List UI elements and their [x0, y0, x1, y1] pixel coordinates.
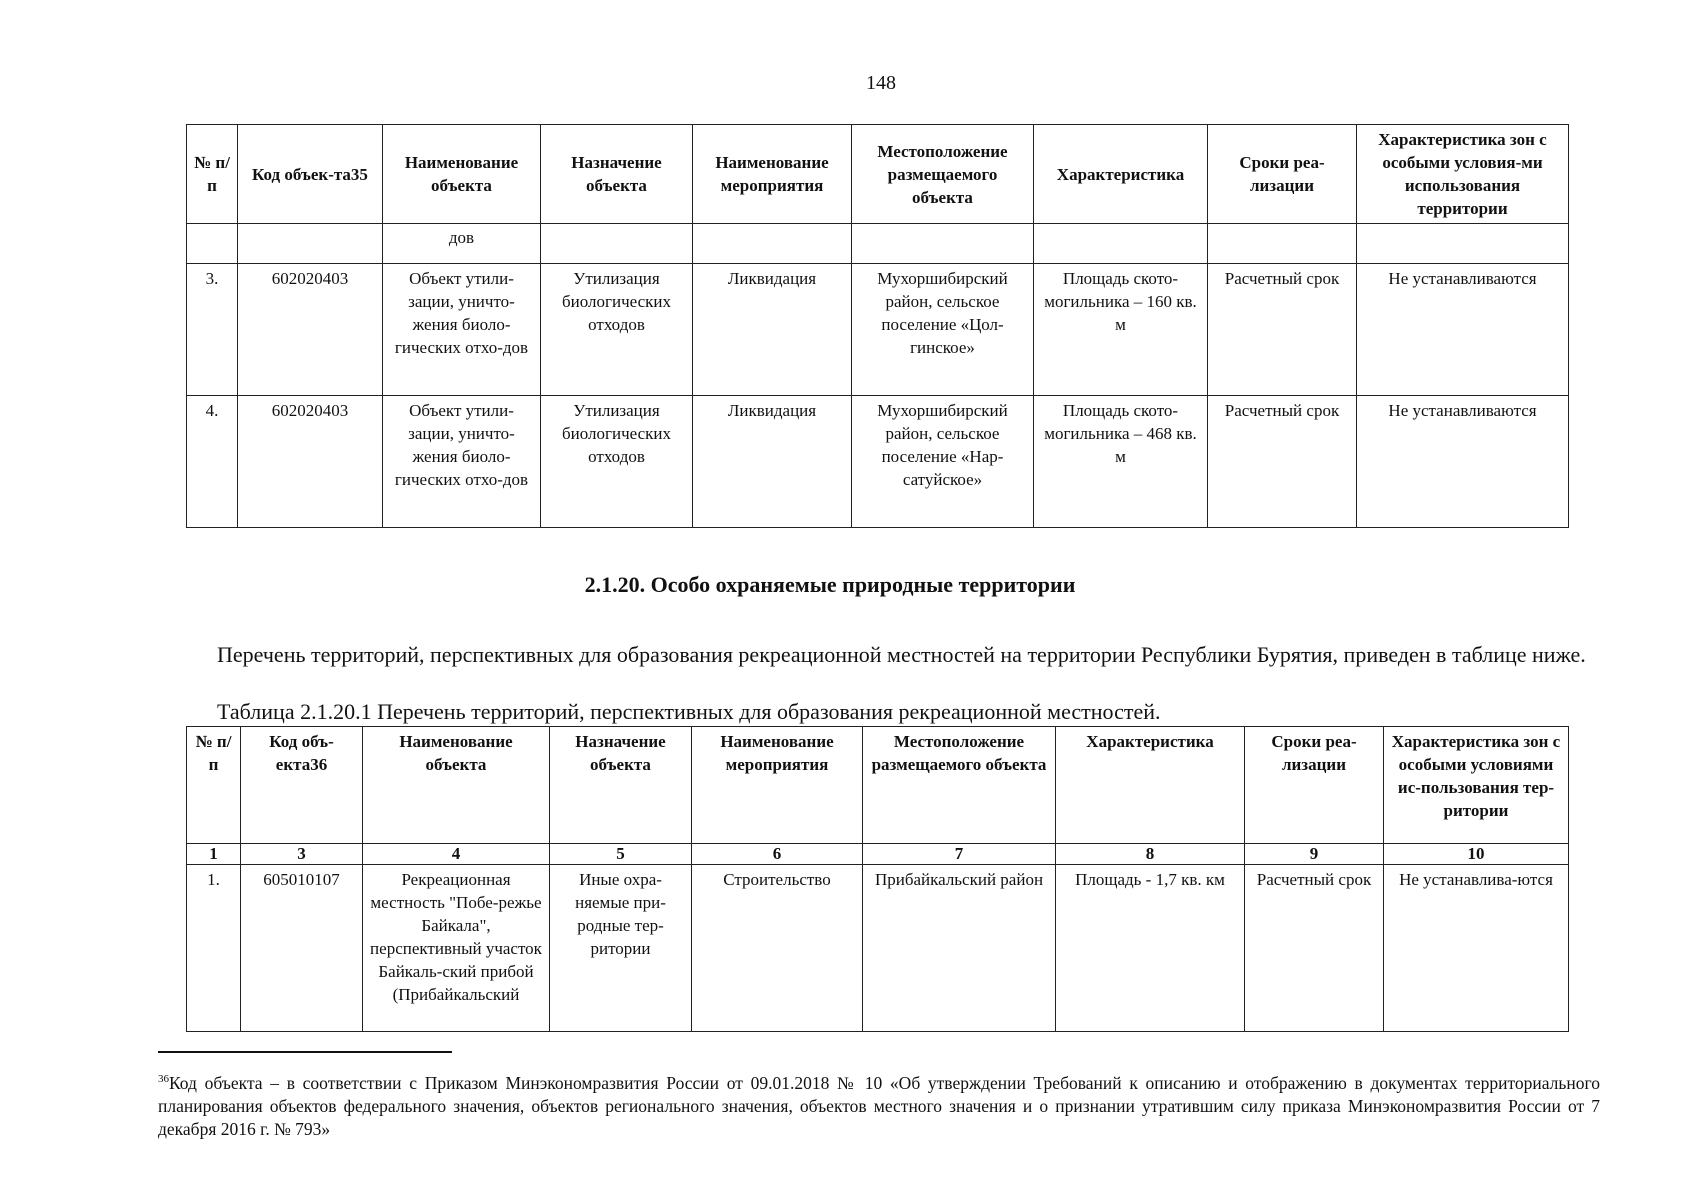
table-cell: Не устанавливаются	[1357, 264, 1569, 396]
table-cell	[238, 224, 383, 264]
table-cell: Площадь ското-могильника – 468 кв. м	[1034, 396, 1208, 528]
table-row	[187, 396, 1569, 528]
table-cell: Ликвидация	[693, 396, 852, 528]
table-cell	[852, 224, 1034, 264]
table-cell: Утилизация биологических отходов	[541, 264, 693, 396]
header-cell: Назначение объекта	[541, 125, 693, 224]
section-heading: 2.1.20. Особо охраняемые природные территории	[584, 572, 1076, 597]
table-cell	[541, 224, 693, 264]
column-number: 1	[187, 844, 241, 865]
header-cell: № п/п	[187, 125, 238, 224]
footnote-text: Код объекта – в соответствии с Приказом Минэкономразвития России от 09.01.2018 № 10 «Об утверждении Требований к описанию и отображению в документах территориального планирования объектов федерального значения, объектов регионального значения, объектов местного значения и о признании утратившим силу приказа Минэкономразвития России от 7 декабря 2016 г. № 793»	[158, 1072, 1600, 1139]
table-cell: Расчетный срок	[1208, 396, 1357, 528]
header-cell: Местоположение размещаемого объекта	[852, 125, 1034, 224]
header-cell: Характеристика	[1034, 125, 1208, 224]
recreation-areas-table	[186, 726, 1569, 1032]
column-number: 5	[550, 844, 692, 865]
table-row	[187, 865, 1569, 1032]
table-cell: 1.	[187, 865, 241, 1032]
table-cell: Мухоршибирский район, сельское поселение «Нар-сатуйское»	[852, 396, 1034, 528]
table-cell: Утилизация биологических отходов	[541, 396, 693, 528]
footnote-marker: 36	[158, 1073, 169, 1085]
header-cell: Характеристика зон с особыми условия-ми использования территории	[1357, 125, 1569, 224]
column-number: 9	[1245, 844, 1384, 865]
header-cell: Местоположение размещаемого объекта	[863, 727, 1056, 844]
column-number: 10	[1384, 844, 1569, 865]
table-cell: Не устанавливаются	[1357, 396, 1569, 528]
column-number: 4	[363, 844, 550, 865]
table-cell: Площадь - 1,7 кв. км	[1056, 865, 1245, 1032]
footnote-separator	[158, 1051, 452, 1053]
table-cell: Рекреационная местность "Побе-режье Байкала", перспективный участок Байкаль-ский прибой (Прибайкальский	[363, 865, 550, 1032]
table-cell: 605010107	[241, 865, 363, 1032]
table-cell: Прибайкальский район	[863, 865, 1056, 1032]
table-cell	[187, 224, 238, 264]
table-cell: дов	[383, 224, 541, 264]
table-cell: 4.	[187, 396, 238, 528]
table-cell: 3.	[187, 264, 238, 396]
header-cell: Сроки реа-лизации	[1245, 727, 1384, 844]
page-number: 148	[866, 72, 896, 94]
column-number: 6	[692, 844, 863, 865]
header-cell: Код объек-та35	[238, 125, 383, 224]
footnote	[158, 1068, 1600, 1141]
table-cell: Площадь ското-могильника – 160 кв. м	[1034, 264, 1208, 396]
table2-column-number-row	[187, 844, 1569, 865]
header-cell: Назначение объекта	[550, 727, 692, 844]
table-cell: Расчетный срок	[1208, 264, 1357, 396]
table-cell	[1034, 224, 1208, 264]
table-cell	[693, 224, 852, 264]
header-cell: Сроки реа-лизации	[1208, 125, 1357, 224]
table-cell: Расчетный срок	[1245, 865, 1384, 1032]
header-cell: Наименование мероприятия	[692, 727, 863, 844]
column-number: 8	[1056, 844, 1245, 865]
column-number: 3	[241, 844, 363, 865]
header-cell: Наименование объекта	[383, 125, 541, 224]
table-cell: Строительство	[692, 865, 863, 1032]
table-cell	[1357, 224, 1569, 264]
intro-paragraph: Перечень территорий, перспективных для образования рекреационной местностей на территории Республики Бурятия, приведен в таблице ниже.	[217, 642, 1586, 667]
header-cell: Код объ-екта36	[241, 727, 363, 844]
header-cell: № п/п	[187, 727, 241, 844]
column-number: 7	[863, 844, 1056, 865]
table1-continuation-row	[187, 224, 1569, 264]
table-cell: Мухоршибирский район, сельское поселение «Цол-гинское»	[852, 264, 1034, 396]
table-cell: 602020403	[238, 396, 383, 528]
table2-header-row	[187, 727, 1569, 844]
table-cell: 602020403	[238, 264, 383, 396]
table-cell	[1208, 224, 1357, 264]
header-cell: Наименование объекта	[363, 727, 550, 844]
table-cell: Ликвидация	[693, 264, 852, 396]
table-cell: Объект утили-зации, уничто-жения биоло-гических отхо-дов	[383, 264, 541, 396]
header-cell: Характеристика зон с особыми условиями ис-пользования тер-ритории	[1384, 727, 1569, 844]
table-cell: Иные охра-няемые при-родные тер-ритории	[550, 865, 692, 1032]
table-row	[187, 264, 1569, 396]
header-cell: Характеристика	[1056, 727, 1245, 844]
table-cell: Объект утили-зации, уничто-жения биоло-гических отхо-дов	[383, 396, 541, 528]
table-cell: Не устанавлива-ются	[1384, 865, 1569, 1032]
objects-table-continued	[186, 124, 1569, 528]
table1-header-row	[187, 125, 1569, 224]
table-caption: Таблица 2.1.20.1 Перечень территорий, перспективных для образования рекреационной местностей.	[217, 699, 1161, 724]
header-cell: Наименование мероприятия	[693, 125, 852, 224]
